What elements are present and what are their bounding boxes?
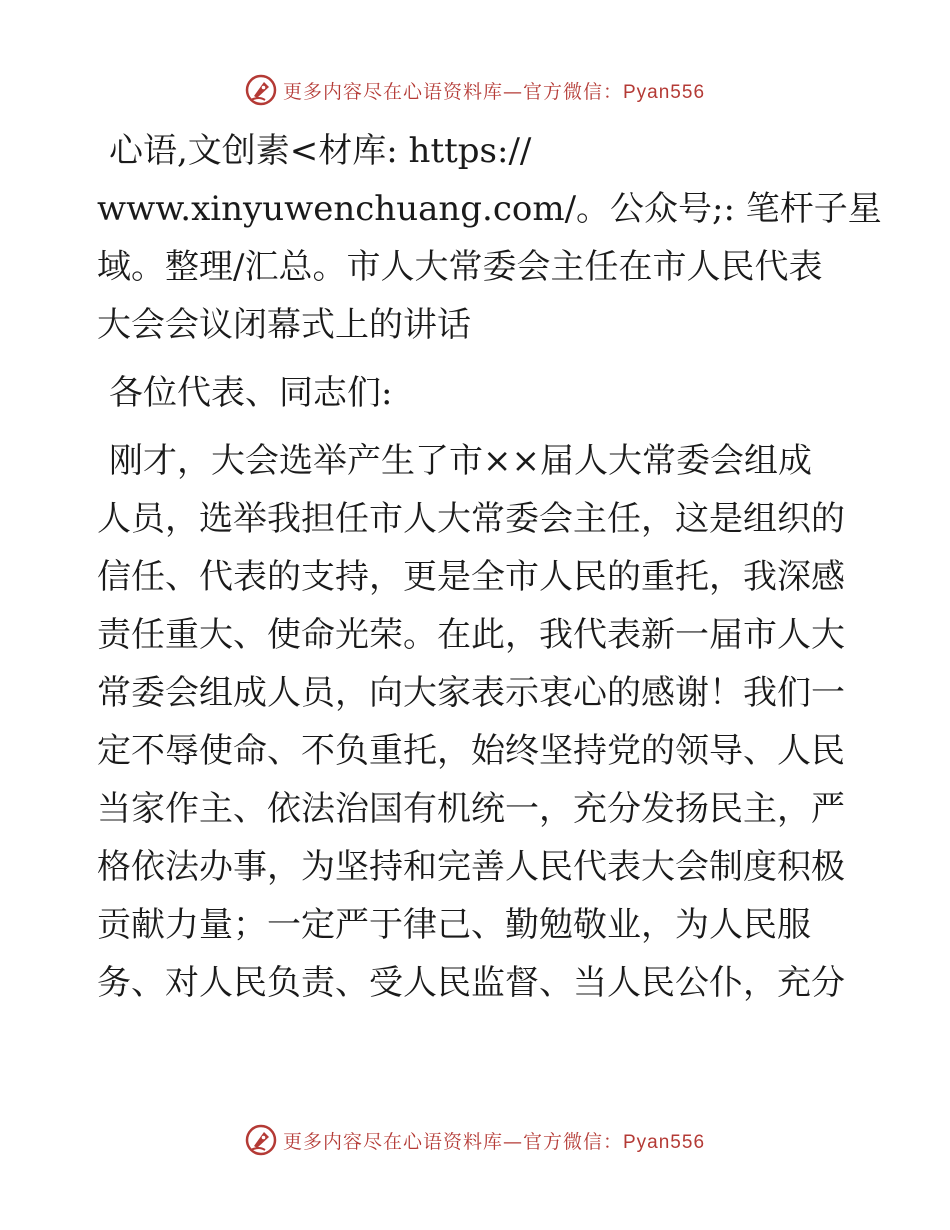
banner-text — [283, 77, 705, 104]
header-line: 大会会议闭幕式上的讲话 — [97, 305, 471, 345]
body-line: 人员，选举我担任市人大常委会主任，这是组织的 — [97, 499, 845, 539]
document-body — [97, 122, 882, 1012]
body-line: 责任重大、使命光荣。在此，我代表新一届市人大 — [97, 615, 845, 655]
footer-banner — [0, 1120, 950, 1160]
header-line: 心语,文创素<材库: https:// — [109, 131, 532, 171]
body-line: 务、对人民负责、受人民监督、当人民公仆，充分 — [97, 963, 845, 1003]
body-line: 当家作主、依法治国有机统一，充分发扬民主，严 — [97, 789, 845, 829]
banner-handle: Pyan556 — [623, 1131, 706, 1153]
header-block — [97, 122, 882, 354]
body-line: 常委会组成人员，向大家表示衷心的感谢！我们一 — [97, 673, 845, 713]
banner-text — [283, 1127, 705, 1154]
body-line: 信任、代表的支持，更是全市人民的重托，我深感 — [97, 557, 845, 597]
body-line: 贡献力量；一定严于律己、勤勉敬业，为人民服 — [97, 905, 811, 945]
banner-label: 更多内容尽在心语资料库—官方微信： — [282, 1130, 623, 1153]
banner-handle: Pyan556 — [623, 81, 706, 103]
salutation: 各位代表、同志们: — [109, 373, 393, 413]
body-line: 定不辱使命、不负重托，始终坚持党的领导、人民 — [97, 731, 845, 771]
pen-nib-logo-icon — [245, 1124, 277, 1156]
pen-nib-logo-icon — [245, 74, 277, 106]
body-line: 刚才，大会选举产生了市××届人大常委会组成 — [109, 441, 812, 481]
header-banner — [0, 70, 950, 110]
header-line: 域。整理/汇总。市人大常委会主任在市人民代表 — [97, 247, 823, 287]
banner-label: 更多内容尽在心语资料库—官方微信： — [282, 80, 623, 103]
header-line: www.xinyuwenchuang.com/。公众号;: 笔杆子星 — [97, 189, 882, 229]
body-line: 格依法办事，为坚持和完善人民代表大会制度积极 — [97, 847, 845, 887]
body-paragraph — [97, 432, 857, 1012]
